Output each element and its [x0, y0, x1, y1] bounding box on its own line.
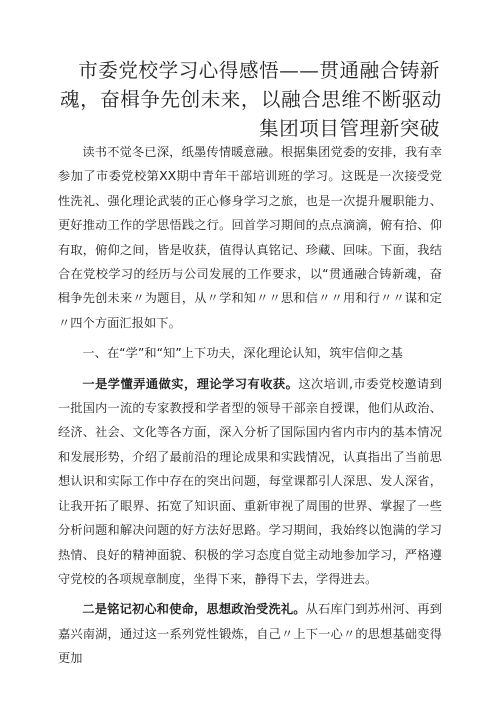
intro-paragraph: 读书不觉冬已深，纸墨传情暖意融。根据集团党委的安排，我有幸参加了市委党校第XX期中青年干部培训班的学习。这既是一次接受党性洗礼、强化理论武装的正心修身学习之旅，也是一次提升履职能力、更好推动工作的学思悟践之行。回首学习期间的点点滴滴，俯有拾、仰有取，俯仰之间，皆是收获，值得认真铭记、珍藏、回味。下面，我结合在党校学习的经历与公司发展的工作要求，以“贯通融合铸新魂，奋楫争先创未来〃为题目，从〃学和知〃〃思和信〃〃用和行〃〃谋和定〃四个方面汇报如下。 [58, 145, 442, 330]
paragraph-2-text: 从石库门到苏州河、再到嘉兴南湖，通过这一系列党性锻炼，自己〃上下一心〃的思想基础变得更加 [58, 602, 442, 666]
paragraph-1-text: 这次培训,市委党校邀请到一批国内一流的专家教授和学者型的领导干部亲自授课，他们从政治、经济、社会、文化等各方面，深入分析了国际国内省内市内的基本情况和发展形势，介绍了最前沿的理论成果和实践情况，认真指出了当前思想认识和实际工作中存在的突出问题，每堂课都引人深思、发人深省，让我开拓了眼界、拓宽了知识面、重新审视了周围的世界、掌握了一些分析问题和解决问题的好方法好思路。学习期间，我始终以饱满的学习热情、良好的精神面貌、积极的学习态度自觉主动地参加学习，严格遵守党校的各项规章制度，坐得下来，静得下去，学得进去。 [58, 376, 442, 586]
paragraph-2-lead: 二是铭记初心和使命，思想政治受洗礼。 [82, 602, 306, 617]
title-line-3: 集团项目管理新突破 [259, 117, 440, 140]
paragraph-1 [58, 372, 442, 592]
paragraph-1-lead: 一是学懂弄通做实，理论学习有收获。 [82, 376, 299, 391]
section-heading: 一、在“学”和“知”上下功夫，深化理论认知，筑牢信仰之基 [82, 346, 403, 361]
paragraph-2 [58, 597, 442, 670]
title-line-2: 魂，奋楫争先创未来，以融合思维不断驱动 [60, 88, 442, 111]
document-title [60, 56, 440, 143]
title-line-1: 市委党校学习心得感悟——贯通融合铸新 [78, 59, 440, 82]
document-body [58, 140, 442, 677]
